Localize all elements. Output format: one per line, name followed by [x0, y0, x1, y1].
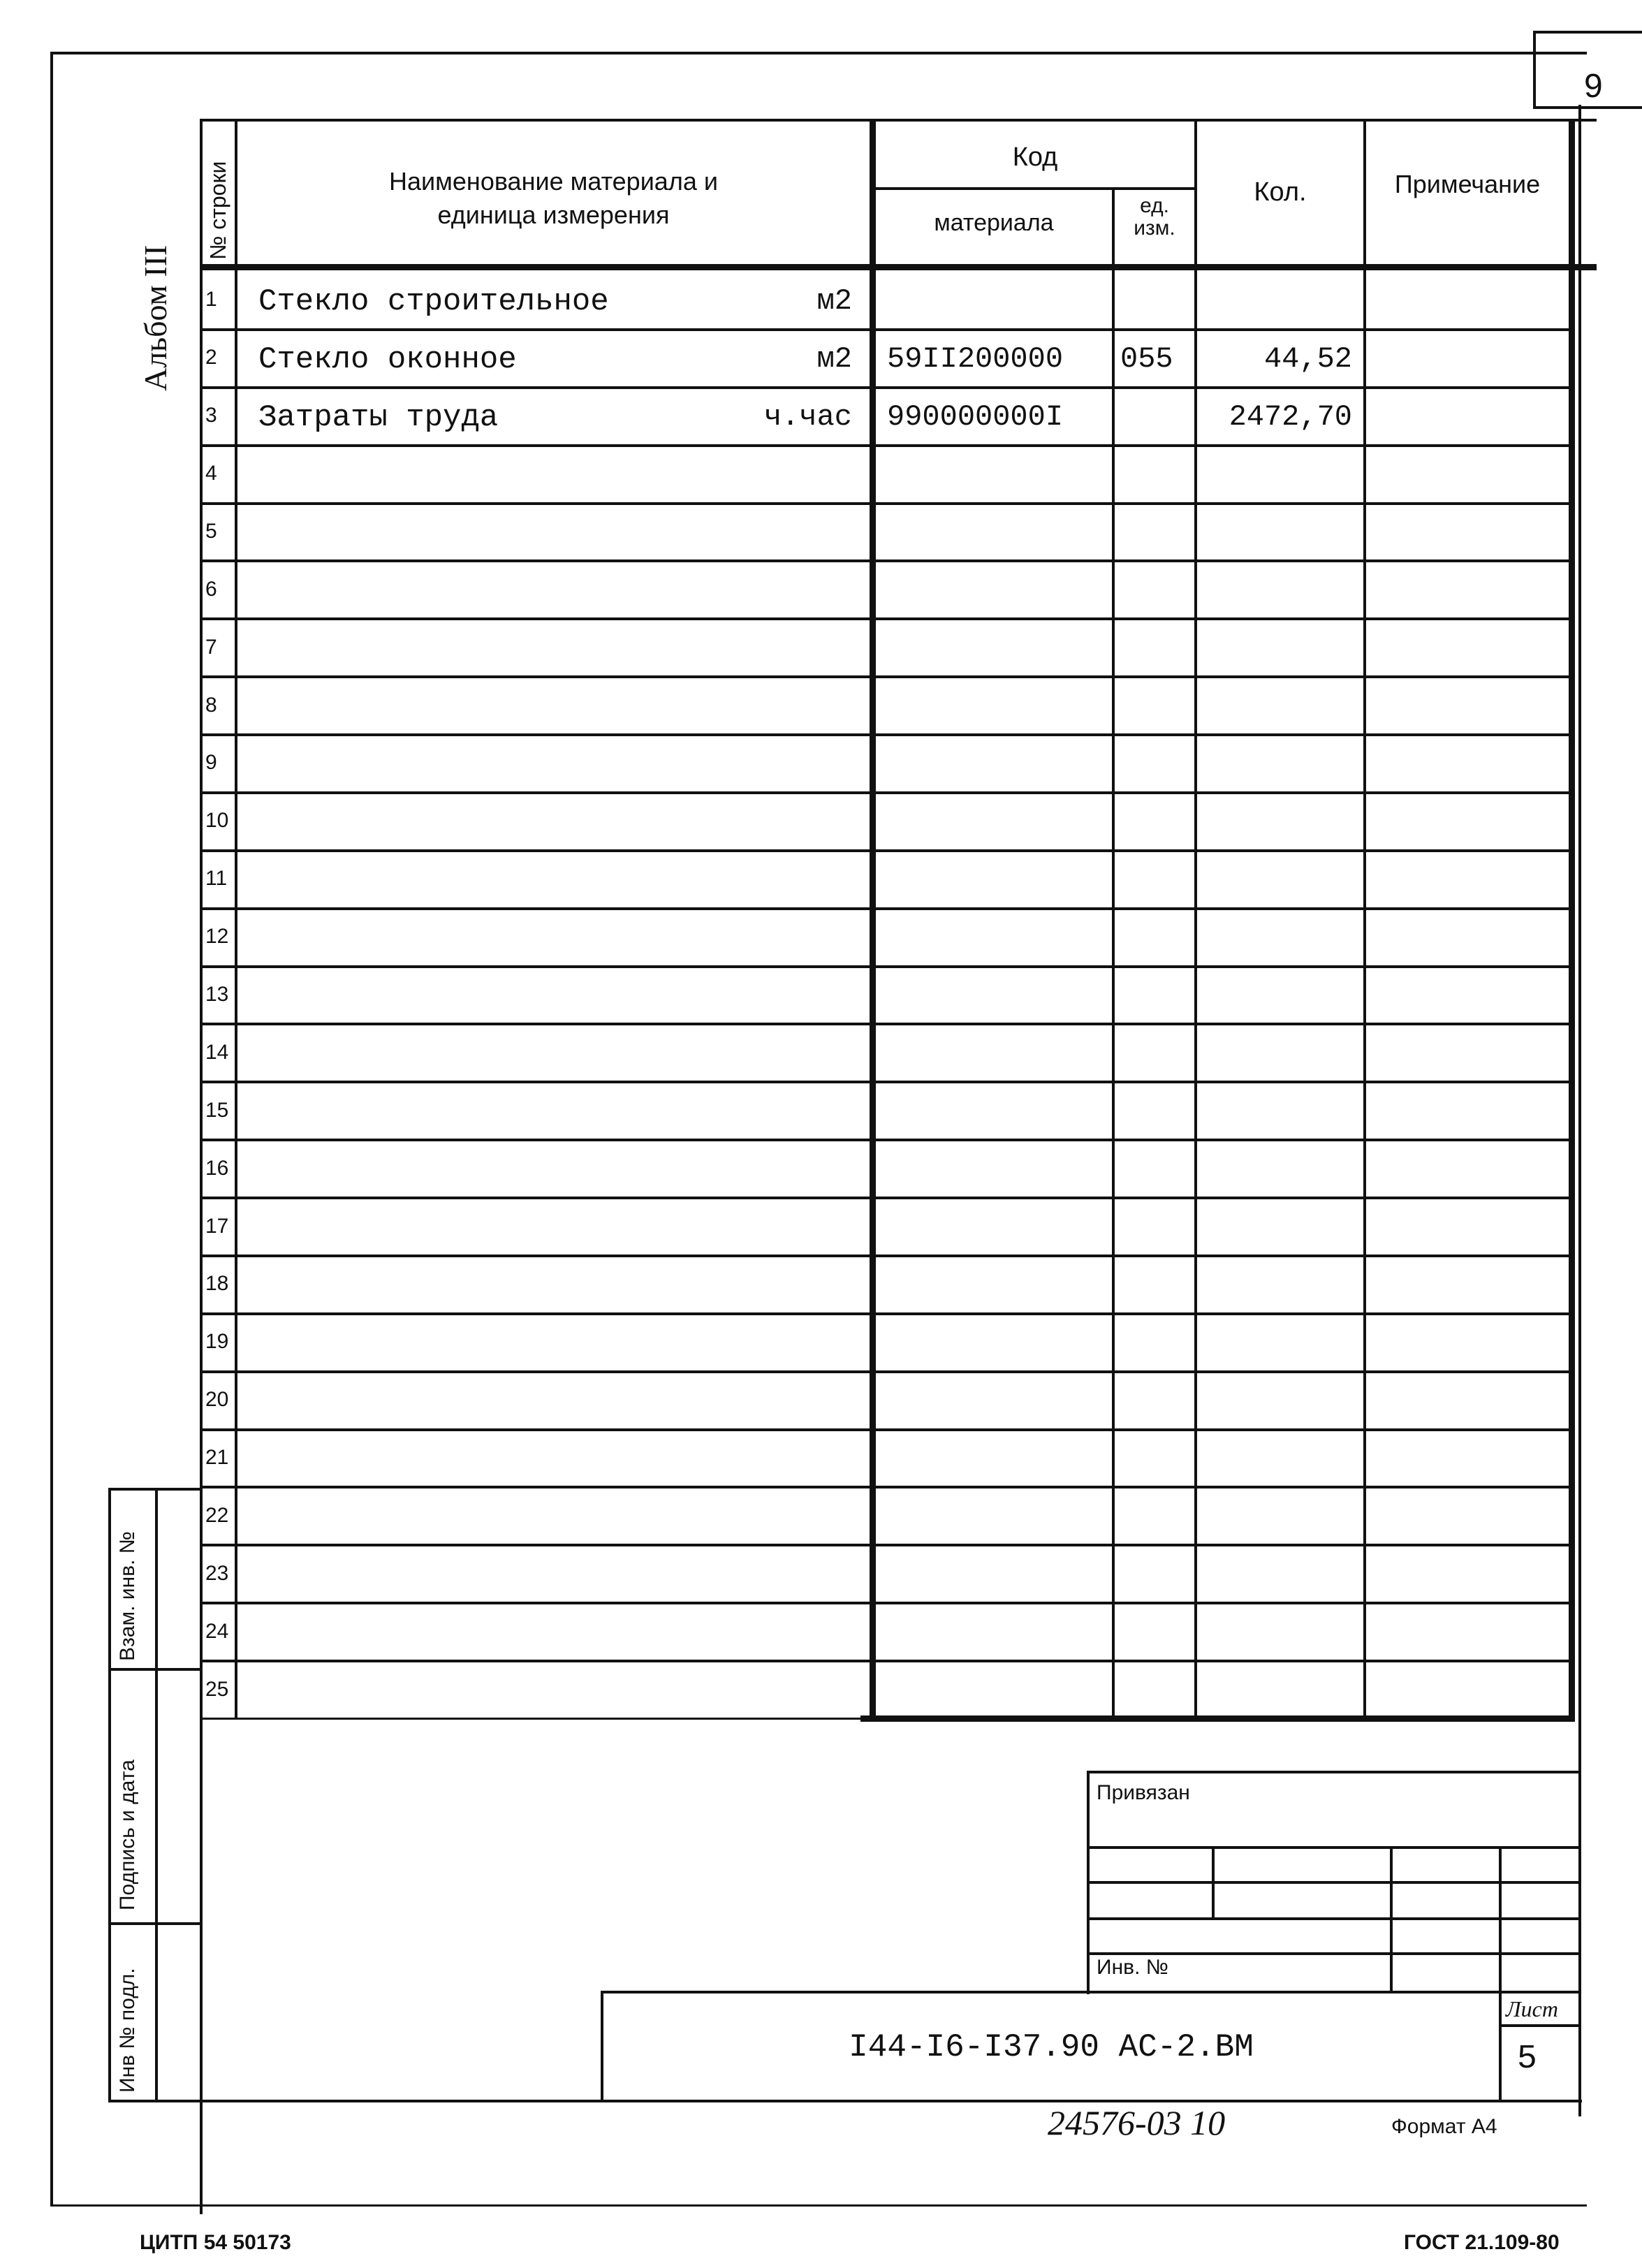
row-divider — [203, 675, 1569, 678]
stamp-grid-h1 — [1087, 1846, 1580, 1849]
row-unit-code: 055 — [1120, 342, 1173, 376]
corner-box-top — [1533, 31, 1642, 34]
col-line-unitcode — [1112, 187, 1115, 1718]
row-divider — [203, 965, 1569, 968]
footer-left-code: ЦИТП 54 50173 — [140, 2231, 291, 2254]
row-divider — [203, 1139, 1569, 1141]
row-divider — [203, 849, 1569, 852]
right-edge-line — [1578, 105, 1581, 2116]
row-divider — [203, 1081, 1569, 1083]
row-number: 7 — [205, 636, 217, 659]
frame-left-line — [50, 52, 53, 2207]
left-stamp-vzam-inv: Взам. инв. № — [116, 1531, 139, 1661]
col-line-code — [870, 119, 876, 1722]
table-top-line — [200, 119, 1597, 122]
row-divider — [203, 1370, 1569, 1373]
stamp-grid-v3 — [1499, 1846, 1502, 2101]
row-divider — [203, 1254, 1569, 1257]
row-quantity: 44,52 — [1263, 342, 1352, 376]
row-number: 20 — [205, 1388, 229, 1411]
row-material-name: Затраты труда — [258, 400, 499, 435]
header-name-line1: Наименование материала и — [389, 167, 718, 196]
left-stamp-div2 — [108, 1922, 203, 1925]
row-divider — [203, 559, 1569, 562]
row-divider — [203, 502, 1569, 505]
row-quantity: 2472,70 — [1229, 400, 1352, 434]
header-unit-code-2: изм. — [1134, 217, 1175, 240]
left-stamp-div1 — [108, 1668, 203, 1671]
row-number: 3 — [205, 404, 217, 427]
row-divider — [203, 1544, 1569, 1546]
row-divider — [203, 733, 1569, 736]
row-divider — [203, 328, 1569, 331]
stamp-sheet-label: Лист — [1506, 1996, 1558, 2021]
row-number: 19 — [205, 1330, 229, 1353]
side-album-label: Альбом III — [138, 244, 173, 391]
row-divider — [203, 617, 1569, 620]
row-number: 12 — [205, 925, 229, 948]
row-divider — [203, 1602, 1569, 1604]
row-number: 15 — [205, 1099, 229, 1122]
header-row-no: № строки — [205, 161, 230, 260]
row-divider — [203, 907, 1569, 910]
col-line-left — [200, 119, 203, 2214]
stamp-designation: I44-I6-I37.90 АС-2.ВМ — [849, 2029, 1254, 2065]
row-number: 23 — [205, 1562, 229, 1585]
code-sub-line — [876, 187, 1194, 190]
table-bottom-thick — [860, 1715, 1573, 1722]
row-divider — [203, 1312, 1569, 1315]
row-material-code: 59II200000 — [887, 342, 1064, 376]
corner-mark: 9 — [1584, 68, 1603, 105]
stamp-grid-v2 — [1390, 1846, 1393, 1993]
stamp-sheet-no: 5 — [1517, 2040, 1537, 2078]
row-number: 17 — [205, 1215, 229, 1238]
left-stamp-inner — [155, 1488, 158, 2102]
row-number: 11 — [205, 867, 228, 890]
row-number: 24 — [205, 1620, 229, 1643]
row-number: 1 — [205, 288, 217, 311]
row-divider — [203, 1428, 1569, 1431]
col-line-no — [235, 119, 237, 1720]
row-divider — [203, 444, 1569, 447]
row-unit: м2 — [816, 284, 852, 318]
row-number: 16 — [205, 1157, 229, 1180]
row-material-code: 990000000I — [887, 400, 1064, 434]
row-number: 2 — [205, 346, 217, 369]
row-divider — [203, 1486, 1569, 1488]
stamp-privyazan: Привязан — [1097, 1781, 1190, 1804]
header-material-code: материала — [934, 210, 1054, 236]
col-line-right — [1569, 119, 1575, 1722]
header-note: Примечание — [1394, 170, 1541, 198]
handwritten-number: 24576-03 10 — [1048, 2103, 1226, 2142]
header-qty: Кол. — [1254, 177, 1307, 207]
header-code: Код — [1012, 142, 1058, 172]
row-number: 5 — [205, 520, 217, 543]
row-divider — [203, 1023, 1569, 1025]
row-number: 6 — [205, 578, 217, 601]
frame-bottom-line — [50, 2204, 1587, 2207]
row-number: 22 — [205, 1504, 229, 1527]
row-material-name: Стекло оконное — [258, 342, 517, 377]
header-unit-code-1: ед. — [1140, 194, 1169, 217]
row-number: 9 — [205, 751, 217, 774]
stamp-privyazan-top — [1087, 1771, 1580, 1773]
header-bottom-line — [200, 264, 1597, 270]
row-divider — [203, 791, 1569, 794]
row-number: 4 — [205, 462, 217, 485]
row-material-name: Стекло строительное — [258, 284, 609, 319]
left-stamp-top — [108, 1488, 203, 1491]
stamp-grid-h4 — [1087, 1952, 1580, 1955]
row-number: 25 — [205, 1678, 229, 1701]
left-stamp-bottom — [108, 2100, 1582, 2102]
corner-box-left — [1533, 31, 1536, 108]
stamp-inv-no: Инв. № — [1097, 1956, 1168, 1979]
footer-gost: ГОСТ 21.109-80 — [1404, 2231, 1560, 2254]
corner-box-bottom — [1533, 106, 1642, 109]
row-unit: м2 — [816, 342, 852, 376]
row-number: 8 — [205, 694, 217, 717]
row-unit: ч.час — [763, 400, 852, 434]
row-number: 18 — [205, 1272, 229, 1295]
row-divider — [203, 1197, 1569, 1199]
row-divider — [203, 386, 1569, 389]
row-number: 14 — [205, 1041, 229, 1064]
table-bottom-line — [200, 1718, 884, 1720]
row-number: 21 — [205, 1446, 229, 1469]
left-stamp-outer — [108, 1488, 111, 2102]
stamp-grid-h3 — [1087, 1917, 1580, 1920]
row-number: 10 — [205, 809, 229, 832]
header-name-line2: единица измерения — [437, 200, 670, 229]
designation-top — [601, 1991, 1580, 1993]
left-stamp-podpis-data: Подпись и дата — [116, 1759, 139, 1910]
format-label: Формат А4 — [1391, 2115, 1497, 2138]
sheet-label-line — [1499, 2024, 1580, 2027]
left-stamp-inv-podl: Инв № подл. — [116, 1968, 139, 2093]
stamp-grid-h2 — [1087, 1881, 1580, 1884]
frame-top-line — [50, 52, 1587, 54]
row-number: 13 — [205, 983, 229, 1006]
col-line-note — [1363, 119, 1366, 1720]
row-divider — [203, 1660, 1569, 1662]
stamp-grid-v1 — [1212, 1846, 1215, 1919]
